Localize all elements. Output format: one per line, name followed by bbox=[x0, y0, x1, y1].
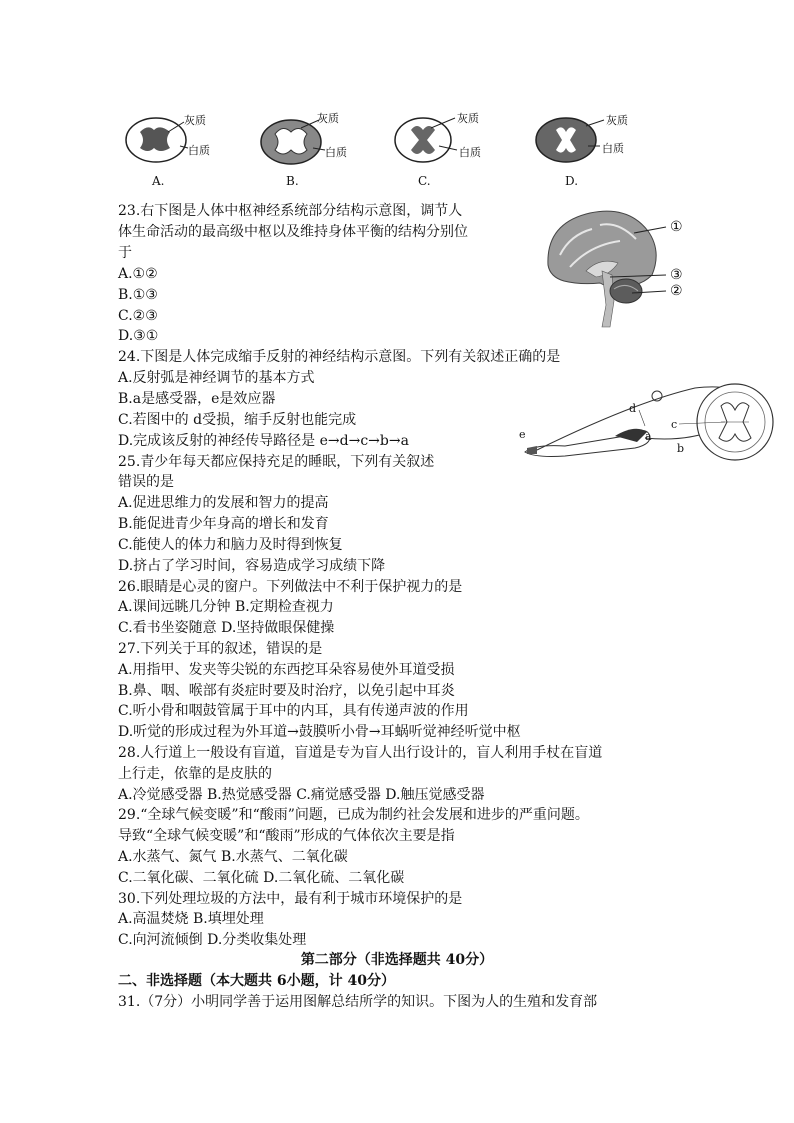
option-c-label: C. bbox=[418, 174, 431, 188]
q23-stem-line3: 于 bbox=[118, 245, 132, 261]
reflex-label-c: c bbox=[671, 418, 678, 431]
q28-stem-line1: 28.人行道上一般设有盲道，盲道是专为盲人出行设计的，盲人利用手杖在盲道 bbox=[118, 745, 603, 761]
q23-stem-line2: 体生命活动的最高级中枢以及维持身体平衡的结构分别位 bbox=[118, 224, 468, 240]
white-matter-label: 白质 bbox=[325, 146, 347, 159]
q27-option-b: B.鼻、咽、喉部有炎症时要及时治疗，以免引起中耳炎 bbox=[118, 683, 455, 699]
q23-option-c: C.②③ bbox=[118, 308, 158, 324]
white-matter-label: 白质 bbox=[459, 146, 481, 159]
part-two-title: 第二部分（非选择题共 40分） bbox=[300, 952, 494, 968]
q24-option-c: C.若图中的 d受损，缩手反射也能完成 bbox=[118, 412, 357, 428]
q28-options: A.冷觉感受器 B.热觉感受器 C.痛觉感受器 D.触压觉感受器 bbox=[118, 787, 485, 803]
gray-matter-label: 灰质 bbox=[184, 114, 206, 127]
gray-matter-label: 灰质 bbox=[457, 112, 479, 125]
q29-options-cd: C.二氧化碳、二氧化硫 D.二氧化硫、二氧化碳 bbox=[118, 870, 405, 886]
q30-options-cd: C.向河流倾倒 D.分类收集处理 bbox=[118, 932, 307, 948]
q24-stem: 24.下图是人体完成缩手反射的神经结构示意图。下列有关叙述正确的是 bbox=[118, 349, 561, 365]
reflex-label-a: a bbox=[645, 430, 652, 443]
spinal-cord-figure-a bbox=[118, 110, 228, 170]
q25-option-b: B.能促进青少年身高的增长和发育 bbox=[118, 516, 329, 532]
q31-stem: 31.（7分）小明同学善于运用图解总结所学的知识。下图为人的生殖和发育部 bbox=[118, 994, 598, 1010]
reflex-label-b: b bbox=[677, 442, 685, 455]
q26-options-ab: A.课间远眺几分钟 B.定期检查视力 bbox=[118, 599, 334, 615]
q25-stem-line1: 25.青少年每天都应保持充足的睡眠，下列有关叙述 bbox=[118, 454, 435, 470]
option-d-label: D. bbox=[565, 174, 579, 188]
section-two-heading: 二、非选择题（本大题共 6小题，计 40分） bbox=[118, 973, 395, 989]
spinal-cord-figure-c bbox=[393, 110, 503, 170]
q23-stem-line1: 23.右下图是人体中枢神经系统部分结构示意图，调节人 bbox=[118, 203, 463, 219]
option-b-label: B. bbox=[286, 174, 299, 188]
q26-stem: 26.眼睛是心灵的窗户。下列做法中不利于保护视力的是 bbox=[118, 579, 463, 595]
q29-options-ab: A.水蒸气、氮气 B.水蒸气、二氧化碳 bbox=[118, 849, 348, 865]
q26-options-cd: C.看书坐姿随意 D.坚持做眼保健操 bbox=[118, 620, 335, 636]
q25-option-a: A.促进思维力的发展和智力的提高 bbox=[118, 495, 329, 511]
brain-label-3: ③ bbox=[670, 267, 683, 283]
q30-options-ab: A.高温焚烧 B.填埋处理 bbox=[118, 911, 264, 927]
brain-label-2: ② bbox=[670, 283, 683, 299]
reflex-label-e: e bbox=[519, 428, 526, 441]
spinal-cord-figure-d bbox=[528, 110, 638, 170]
q28-stem-line2: 上行走，依靠的是皮肤的 bbox=[118, 766, 272, 782]
q24-option-a: A.反射弧是神经调节的基本方式 bbox=[118, 370, 315, 386]
white-matter-label: 白质 bbox=[602, 142, 624, 155]
reflex-label-d: d bbox=[629, 402, 637, 415]
spinal-cord-figure-b bbox=[255, 110, 365, 170]
gray-matter-label: 灰质 bbox=[606, 114, 628, 127]
q29-stem-line1: 29.“全球气候变暖”和“酸雨”问题，已成为制约社会发展和进步的严重问题。 bbox=[118, 807, 589, 823]
gray-matter-label: 灰质 bbox=[317, 112, 339, 125]
option-a-label: A. bbox=[152, 174, 165, 188]
q23-option-a: A.①② bbox=[118, 266, 158, 282]
brain-label-1: ① bbox=[670, 219, 683, 235]
q30-stem: 30.下列处理垃圾的方法中，最有利于城市环境保护的是 bbox=[118, 891, 463, 907]
q29-stem-line2: 导致“全球气候变暖”和“酸雨”形成的气体依次主要是指 bbox=[118, 828, 455, 844]
q23-option-d: D.③① bbox=[118, 328, 159, 344]
reflex-arc-diagram bbox=[515, 382, 780, 467]
q24-option-d: D.完成该反射的神经传导路径是 e→d→c→b→a bbox=[118, 433, 409, 449]
q23-option-b: B.①③ bbox=[118, 287, 158, 303]
q24-option-b: B.a是感受器，e是效应器 bbox=[118, 391, 276, 407]
q25-option-c: C.能使人的体力和脑力及时得到恢复 bbox=[118, 537, 343, 553]
q25-stem-line2: 错误的是 bbox=[118, 474, 174, 490]
white-matter-label: 白质 bbox=[188, 144, 210, 157]
brain-diagram bbox=[540, 205, 700, 340]
q27-option-a: A.用指甲、发夹等尖锐的东西挖耳朵容易使外耳道受损 bbox=[118, 662, 455, 678]
q25-option-d: D.挤占了学习时间，容易造成学习成绩下降 bbox=[118, 558, 386, 574]
q27-stem: 27.下列关于耳的叙述，错误的是 bbox=[118, 641, 323, 657]
q27-option-c: C.听小骨和咽鼓管属于耳中的内耳，具有传递声波的作用 bbox=[118, 703, 469, 719]
q27-option-d: D.听觉的形成过程为外耳道→鼓膜听小骨→耳蜗听觉神经听觉中枢 bbox=[118, 724, 521, 740]
